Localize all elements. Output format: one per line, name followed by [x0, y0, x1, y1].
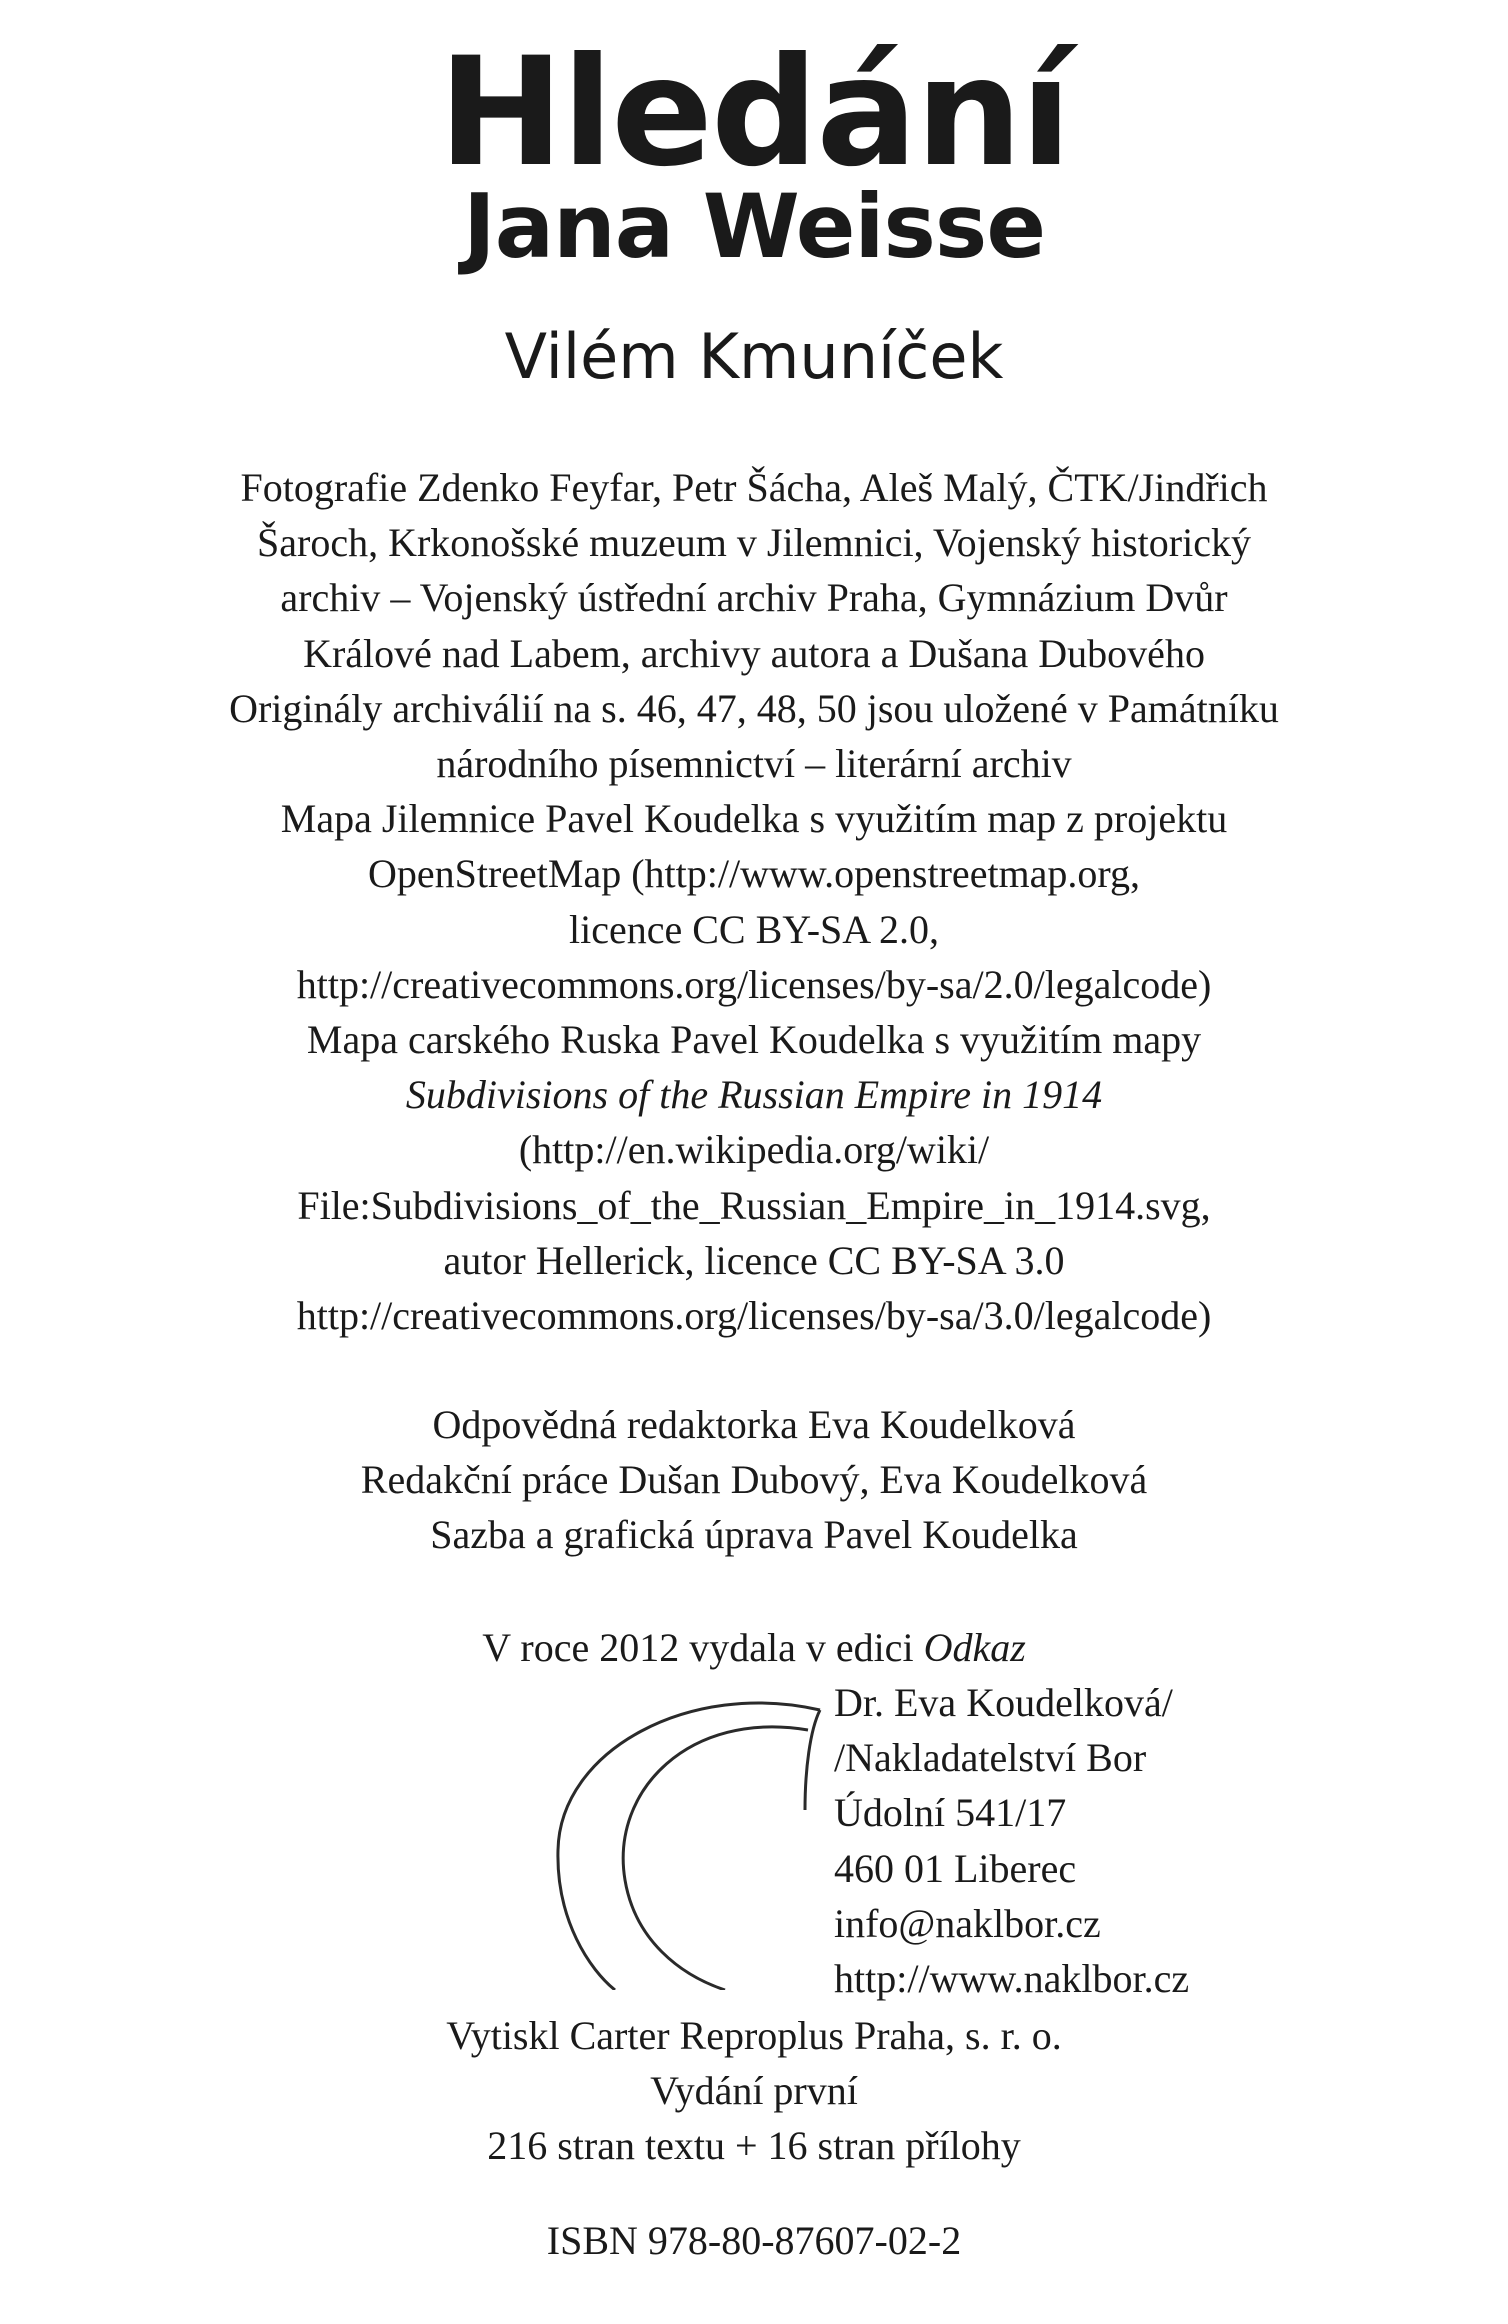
credits-line: archiv – Vojenský ústřední archiv Praha, Gymnázium Dvůr: [280, 575, 1228, 621]
credits-line: autor Hellerick, licence CC BY-SA 3.0: [443, 1237, 1065, 1283]
edition-series: Odkaz: [923, 1625, 1026, 1670]
publisher-logo: [540, 1690, 840, 1990]
credits-line: (http://en.wikipedia.org/wiki/: [518, 1127, 990, 1173]
publisher-street: Údolní 541/17: [834, 1790, 1067, 1836]
book-title-line2: Jana Weisse: [462, 175, 1045, 278]
credits-line: Králové nad Labem, archivy autora a Dušana Dubového: [303, 630, 1205, 676]
printing-block: [100, 2008, 1408, 2174]
map-source-title: Subdivisions of the Russian Empire in 1914: [405, 1072, 1103, 1118]
credits-line: Originály archiválií na s. 46, 47, 48, 50 jsou uložené v Památníku: [229, 685, 1279, 731]
credits-line: Mapa carského Ruska Pavel Koudelka s využitím mapy: [306, 1017, 1202, 1063]
isbn: ISBN 978-80-87607-02-2: [546, 2218, 962, 2263]
credits-line: OpenStreetMap (http://www.openstreetmap.org,: [367, 851, 1141, 897]
credits-line: Šaroch, Krkonošské muzeum v Jilemnici, Vojenský historický: [257, 520, 1251, 566]
credits-line: národního písemnictví – literární archiv: [436, 741, 1072, 787]
book-title-line1: Hledání: [438, 26, 1070, 200]
credits-line: http://creativecommons.org/licenses/by-sa/3.0/legalcode): [296, 1293, 1212, 1339]
editing-line: Redakční práce Dušan Dubový, Eva Koudelková: [360, 1457, 1148, 1503]
edition-statement: [100, 1620, 1408, 1675]
publisher-name: Dr. Eva Koudelková/: [834, 1680, 1173, 1725]
credits-line: licence CC BY-SA 2.0,: [569, 906, 939, 952]
credits-line: http://creativecommons.org/licenses/by-sa/2.0/legalcode): [296, 961, 1212, 1007]
author-name: Vilém Kmuníček: [504, 320, 1004, 393]
editor-line: Odpovědná redaktorka Eva Koudelková: [432, 1402, 1076, 1447]
typesetting-line: Sazba a grafická úprava Pavel Koudelka: [430, 1512, 1078, 1558]
credits-line: Fotografie Zdenko Feyfar, Petr Šácha, Aleš Malý, ČTK/Jindřich: [240, 465, 1268, 510]
publisher-address: [834, 1675, 1334, 2006]
printer-line: Vytiskl Carter Reproplus Praha, s. r. o.: [446, 2013, 1062, 2058]
credits-block: [100, 460, 1408, 1343]
credits-line: Mapa Jilemnice Pavel Koudelka s využitím map z projektu: [280, 796, 1228, 842]
publisher-city: 460 01 Liberec: [834, 1845, 1077, 1891]
editorial-block: [100, 1397, 1408, 1563]
publisher-website: http://www.naklbor.cz: [834, 1956, 1190, 2002]
publisher-email: info@naklbor.cz: [834, 1900, 1101, 1946]
edition-prefix: V roce 2012 vydala v edici: [482, 1625, 924, 1670]
credits-line: File:Subdivisions_of_the_Russian_Empire_in_1914.svg,: [297, 1182, 1211, 1228]
page-count: 216 stran textu + 16 stran přílohy: [487, 2123, 1021, 2169]
edition-number: Vydání první: [650, 2068, 858, 2114]
publisher-company: /Nakladatelství Bor: [834, 1735, 1147, 1781]
